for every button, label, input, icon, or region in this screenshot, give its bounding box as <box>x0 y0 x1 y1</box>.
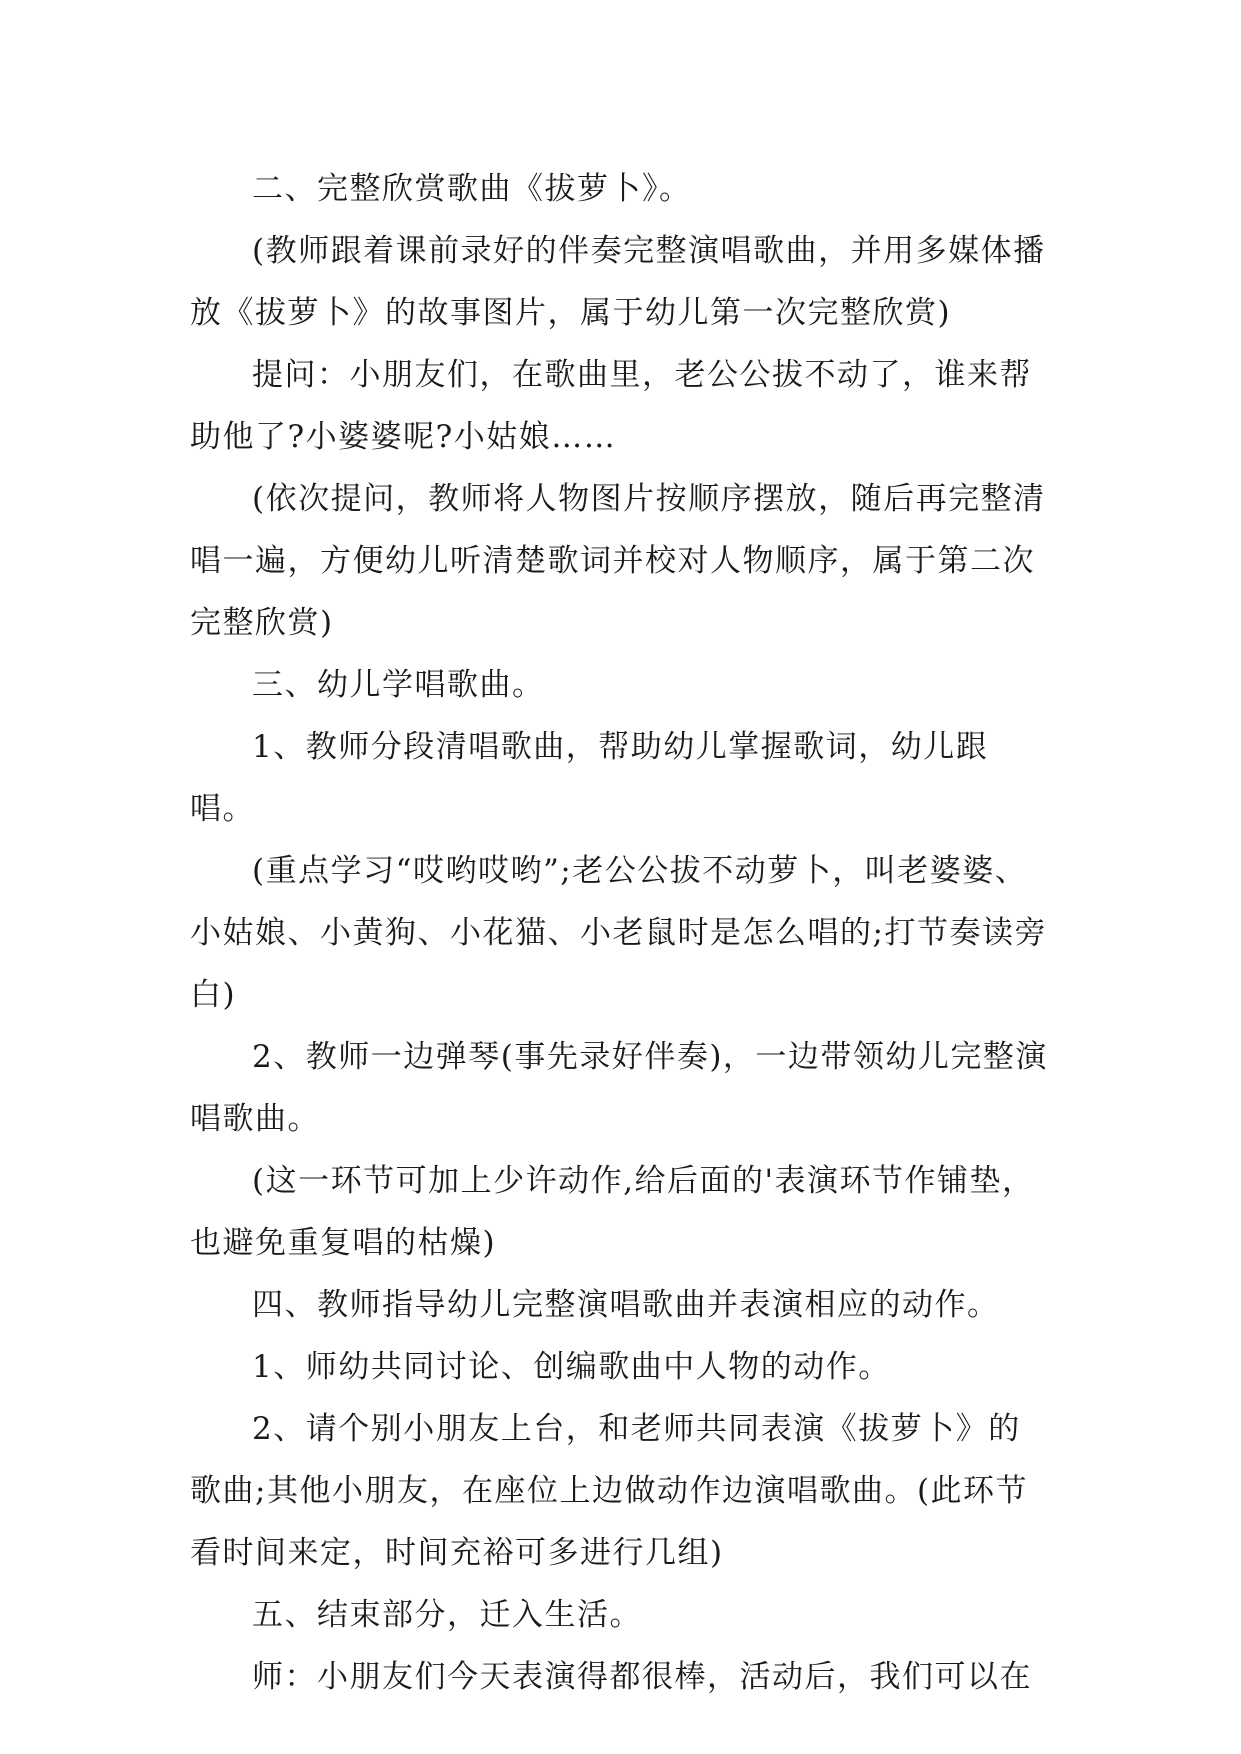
paragraph: 1、教师分段清唱歌曲，帮助幼儿掌握歌词，幼儿跟唱。 <box>190 729 989 827</box>
paragraph: 提问：小朋友们，在歌曲里，老公公拔不动了，谁来帮助他了?小婆婆呢?小姑娘…… <box>190 357 1032 455</box>
section-heading-conclusion: 五、结束部分，迁入生活。 <box>252 1597 642 1633</box>
paragraph: (重点学习“哎哟哎哟”;老公公拔不动萝卜，叫老婆婆、小姑娘、小黄狗、小花猫、小老鼠时是怎么唱的;打节奏读旁白) <box>190 853 1047 1013</box>
section-heading-perform: 四、教师指导幼儿完整演唱歌曲并表演相应的动作。 <box>252 1287 1000 1323</box>
paragraph: (依次提问，教师将人物图片按顺序摆放，随后再完整清唱一遍，方便幼儿听清楚歌词并校对人物顺序，属于第二次完整欣赏) <box>190 481 1046 641</box>
paragraph: 师：小朋友们今天表演得都很棒，活动后，我们可以在 <box>252 1659 1032 1695</box>
section-heading-appreciate: 二、完整欣赏歌曲《拔萝卜》。 <box>252 171 692 207</box>
paragraph: 1、师幼共同讨论、创编歌曲中人物的动作。 <box>252 1349 891 1385</box>
paragraph: (教师跟着课前录好的伴奏完整演唱歌曲，并用多媒体播放《拔萝卜》的故事图片，属于幼儿第一次完整欣赏) <box>190 233 1046 331</box>
document-body <box>190 158 1050 1708</box>
paragraph: 2、教师一边弹琴(事先录好伴奏)，一边带领幼儿完整演唱歌曲。 <box>190 1039 1048 1137</box>
section-heading-learn: 三、幼儿学唱歌曲。 <box>252 667 545 703</box>
paragraph: (这一环节可加上少许动作,给后面的'表演环节作铺垫，也避免重复唱的枯燥) <box>190 1163 1035 1261</box>
paragraph: 2、请个别小朋友上台，和老师共同表演《拔萝卜》的歌曲;其他小朋友，在座位上边做动作边演唱歌曲。(此环节看时间来定，时间充裕可多进行几组) <box>190 1411 1029 1571</box>
